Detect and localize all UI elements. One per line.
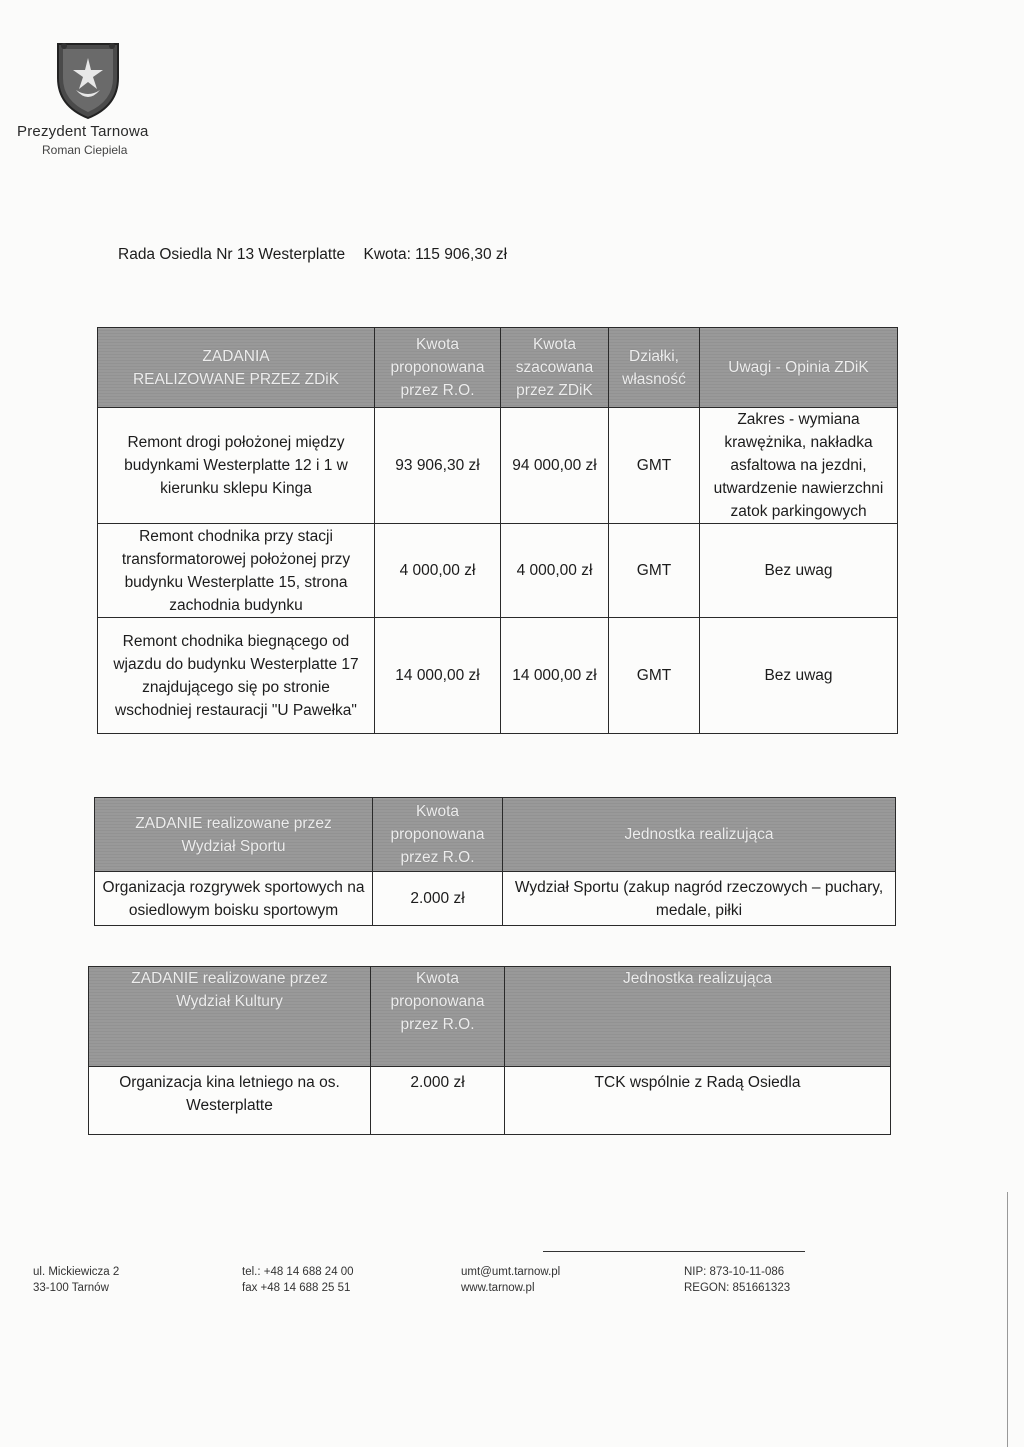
column-header-proposed: Kwota proponowana przez R.O. [375, 328, 501, 408]
cell-proposed: 93 906,30 zł [375, 408, 501, 524]
header-title: Prezydent Tarnowa [17, 123, 149, 140]
column-header-task: ZADANIE realizowane przez Wydział Kultury [89, 967, 371, 1067]
cell-unit: Wydział Sportu (zakup nagród rzeczowych – puchary, medale, piłki [503, 872, 896, 926]
table-header-row [98, 328, 898, 408]
table-row [89, 1067, 891, 1135]
cell-notes: Zakres - wymiana krawężnika, nakładka asfaltowa na jezdni, utwardzenie nawierzchni zatok parkingowych [700, 408, 898, 524]
header-name: Roman Ciepiela [42, 143, 128, 157]
column-header-task: ZADANIE realizowane przez Wydział Sportu [95, 798, 373, 872]
cell-task: Remont chodnika biegnącego od wjazdu do budynku Westerplatte 17 znajdującego się po stronie wschodniej restauracji "U Pawełka" [98, 618, 375, 734]
footer-registry: NIP: 873-10-11-086 REGON: 851661323 [684, 1266, 791, 1294]
footer-phone: tel.: +48 14 688 24 00 fax +48 14 688 25 51 [242, 1266, 354, 1294]
column-header-proposed: Kwota proponowana przez R.O. [373, 798, 503, 872]
table-row [98, 408, 898, 524]
column-header-task: ZADANIA REALIZOWANE PRZEZ ZDiK [98, 328, 375, 408]
table-row [95, 872, 896, 926]
cell-estimated: 14 000,00 zł [501, 618, 609, 734]
footer-contact [461, 1264, 560, 1296]
cell-task: Remont chodnika przy stacji transformatorowej położonej przy budynku Westerplatte 15, strona zachodnia budynku [98, 524, 375, 618]
column-header-notes: Uwagi - Opinia ZDiK [700, 328, 898, 408]
cell-unit: TCK wspólnie z Radą Osiedla [505, 1067, 891, 1135]
cell-task: Organizacja rozgrywek sportowych na osiedlowym boisku sportowym [95, 872, 373, 926]
table-header-row [95, 798, 896, 872]
cell-plots: GMT [609, 618, 700, 734]
cell-proposed: 4 000,00 zł [375, 524, 501, 618]
column-header-proposed: Kwota proponowana przez R.O. [371, 967, 505, 1067]
cell-proposed: 2.000 zł [373, 872, 503, 926]
column-header-unit: Jednostka realizująca [503, 798, 896, 872]
table-header-row [89, 967, 891, 1067]
document-heading [118, 246, 507, 264]
city-crest-icon [52, 40, 124, 120]
heading-amount: Kwota: 115 906,30 zł [363, 246, 508, 263]
cell-proposed: 14 000,00 zł [375, 618, 501, 734]
culture-tasks-table [88, 966, 891, 1135]
cell-plots: GMT [609, 524, 700, 618]
sport-tasks-table [94, 797, 896, 926]
cell-estimated: 4 000,00 zł [501, 524, 609, 618]
cell-plots: GMT [609, 408, 700, 524]
heading-unit: Rada Osiedla Nr 13 Westerplatte [118, 246, 346, 263]
cell-notes: Bez uwag [700, 618, 898, 734]
footer-email[interactable]: umt@umt.tarnow.pl [461, 1266, 561, 1278]
column-header-plots: Działki, własność [609, 328, 700, 408]
footer-divider [543, 1251, 805, 1252]
cell-estimated: 94 000,00 zł [501, 408, 609, 524]
table-row [98, 618, 898, 734]
cell-task: Remont drogi położonej między budynkami Westerplatte 12 i 1 w kierunku sklepu Kinga [98, 408, 375, 524]
cell-proposed: 2.000 zł [371, 1067, 505, 1135]
column-header-unit: Jednostka realizująca [505, 967, 891, 1067]
page-edge-line [1007, 1192, 1008, 1447]
footer-address: ul. Mickiewicza 2 33-100 Tarnów [33, 1266, 120, 1294]
zdik-tasks-table [97, 327, 898, 734]
cell-notes: Bez uwag [700, 524, 898, 618]
table-row [98, 524, 898, 618]
column-header-estimated: Kwota szacowana przez ZDiK [501, 328, 609, 408]
footer-website[interactable]: www.tarnow.pl [461, 1282, 535, 1294]
cell-task: Organizacja kina letniego na os. Westerplatte [89, 1067, 371, 1135]
